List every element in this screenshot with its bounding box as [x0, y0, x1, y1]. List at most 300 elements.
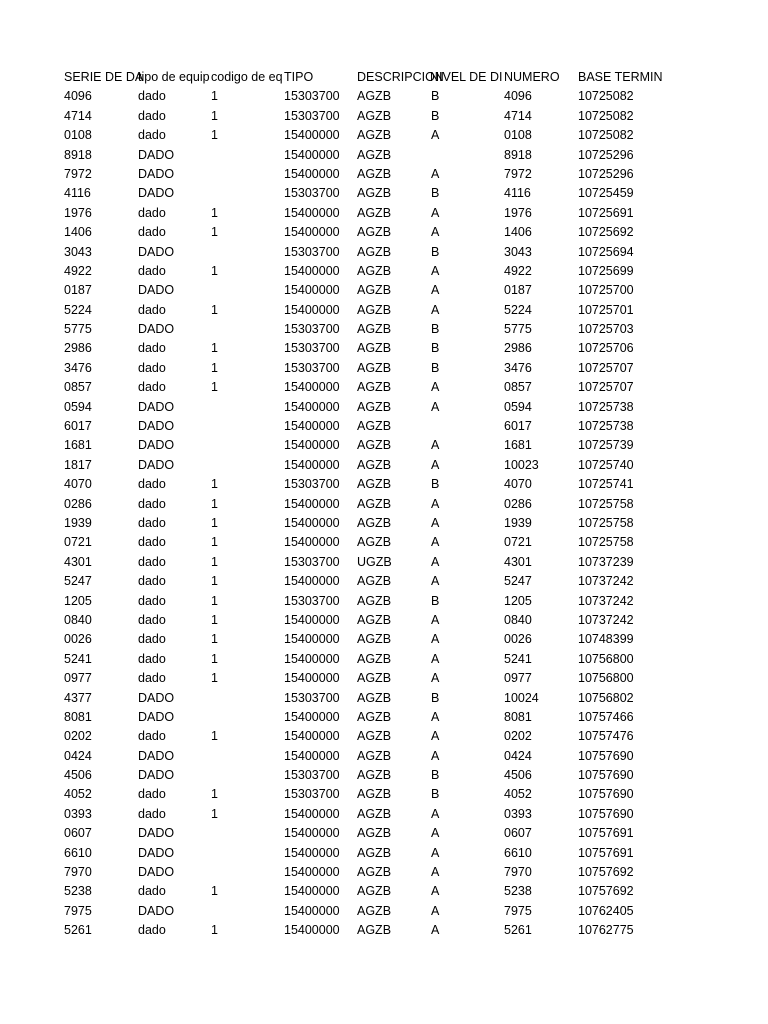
- cell-tipo-equipo: dado: [138, 612, 166, 627]
- cell-numero: 4052: [504, 787, 532, 802]
- cell-nivel: A: [431, 923, 440, 938]
- cell-numero: 0393: [504, 806, 532, 821]
- cell-serie: 1406: [64, 225, 92, 240]
- cell-nivel: A: [431, 554, 440, 569]
- cell-serie: 0202: [64, 729, 92, 744]
- cell-numero: 7970: [504, 865, 532, 880]
- cell-tipo-equipo: DADO: [138, 903, 175, 918]
- cell-codigo-equipo: 1: [211, 884, 218, 899]
- cell-serie: 0840: [64, 612, 92, 627]
- cell-nivel: A: [431, 865, 440, 880]
- column-header-nivel: NIVEL DE DI: [430, 70, 503, 84]
- column-header-serie: SERIE DE DA: [64, 70, 144, 84]
- cell-base-terminal: 10757476: [578, 729, 634, 744]
- cell-base-terminal: 10756800: [578, 651, 634, 666]
- cell-tipo-equipo: dado: [138, 89, 166, 104]
- cell-base-terminal: 10737239: [578, 554, 634, 569]
- cell-numero: 4922: [504, 263, 532, 278]
- cell-tipo-equipo: dado: [138, 535, 166, 550]
- cell-numero: 1939: [504, 515, 532, 530]
- cell-numero: 6610: [504, 845, 532, 860]
- cell-tipo: 15400000: [284, 263, 340, 278]
- cell-nivel: A: [431, 574, 440, 589]
- cell-serie: 1205: [64, 593, 92, 608]
- cell-tipo-equipo: DADO: [138, 748, 175, 763]
- cell-serie: 4096: [64, 89, 92, 104]
- cell-base-terminal: 10725082: [578, 89, 634, 104]
- cell-tipo: 15400000: [284, 399, 340, 414]
- cell-nivel: A: [431, 380, 440, 395]
- table-row: [0, 339, 768, 358]
- cell-serie: 4116: [64, 186, 91, 201]
- cell-base-terminal: 10756800: [578, 671, 634, 686]
- cell-tipo-equipo: DADO: [138, 845, 175, 860]
- cell-serie: 5224: [64, 302, 92, 317]
- cell-base-terminal: 10757466: [578, 709, 634, 724]
- cell-serie: 2986: [64, 341, 92, 356]
- cell-nivel: B: [431, 690, 440, 705]
- cell-codigo-equipo: 1: [211, 108, 218, 123]
- cell-numero: 2986: [504, 341, 532, 356]
- cell-serie: 4052: [64, 787, 92, 802]
- table-row: [0, 669, 768, 688]
- cell-tipo: 15400000: [284, 612, 340, 627]
- cell-tipo-equipo: DADO: [138, 457, 175, 472]
- table-row: [0, 107, 768, 126]
- cell-descripcion: AGZB: [357, 322, 392, 337]
- cell-descripcion: AGZB: [357, 186, 392, 201]
- cell-tipo: 15400000: [284, 147, 340, 162]
- cell-numero: 0202: [504, 729, 532, 744]
- cell-numero: 0977: [504, 671, 532, 686]
- cell-codigo-equipo: 1: [211, 302, 218, 317]
- cell-base-terminal: 10725082: [578, 128, 634, 143]
- cell-serie: 4377: [64, 690, 92, 705]
- cell-base-terminal: 10725692: [578, 225, 634, 240]
- cell-codigo-equipo: 1: [211, 515, 218, 530]
- cell-base-terminal: 10748399: [578, 632, 634, 647]
- cell-tipo: 15400000: [284, 438, 340, 453]
- table-row: [0, 320, 768, 339]
- cell-nivel: A: [431, 709, 440, 724]
- column-header-tipo-equipo: tipo de equip: [138, 70, 210, 84]
- cell-numero: 0187: [504, 283, 532, 298]
- cell-tipo-equipo: dado: [138, 729, 166, 744]
- cell-serie: 4922: [64, 263, 92, 278]
- cell-tipo-equipo: DADO: [138, 322, 175, 337]
- cell-descripcion: AGZB: [357, 380, 392, 395]
- cell-nivel: B: [431, 322, 440, 337]
- cell-tipo: 15400000: [284, 709, 340, 724]
- table-row: [0, 87, 768, 106]
- cell-base-terminal: 10725758: [578, 496, 634, 511]
- table-row: [0, 533, 768, 552]
- cell-tipo-equipo: DADO: [138, 690, 175, 705]
- cell-tipo-equipo: DADO: [138, 438, 175, 453]
- column-header-base-terminal: BASE TERMIN: [578, 70, 663, 84]
- cell-tipo-equipo: DADO: [138, 419, 175, 434]
- cell-tipo-equipo: dado: [138, 923, 166, 938]
- cell-codigo-equipo: 1: [211, 360, 218, 375]
- cell-numero: 5241: [504, 651, 532, 666]
- cell-serie: 4070: [64, 477, 92, 492]
- table-row: [0, 262, 768, 281]
- cell-nivel: A: [431, 515, 440, 530]
- cell-tipo-equipo: dado: [138, 806, 166, 821]
- cell-serie: 6610: [64, 845, 92, 860]
- cell-base-terminal: 10725738: [578, 399, 634, 414]
- table-row: [0, 456, 768, 475]
- cell-base-terminal: 10725701: [578, 302, 634, 317]
- cell-nivel: A: [431, 128, 440, 143]
- cell-tipo-equipo: dado: [138, 341, 166, 356]
- cell-base-terminal: 10737242: [578, 612, 634, 627]
- column-header-tipo: TIPO: [284, 70, 314, 84]
- cell-serie: 7975: [64, 903, 92, 918]
- cell-base-terminal: 10725691: [578, 205, 634, 220]
- cell-nivel: B: [431, 341, 440, 356]
- cell-descripcion: AGZB: [357, 244, 392, 259]
- cell-tipo: 15400000: [284, 845, 340, 860]
- table-row: [0, 398, 768, 417]
- cell-nivel: B: [431, 89, 440, 104]
- cell-descripcion: AGZB: [357, 341, 392, 356]
- cell-tipo: 15400000: [284, 380, 340, 395]
- cell-codigo-equipo: 1: [211, 263, 218, 278]
- cell-codigo-equipo: 1: [211, 89, 218, 104]
- cell-tipo-equipo: dado: [138, 205, 166, 220]
- cell-serie: 1976: [64, 205, 92, 220]
- cell-codigo-equipo: 1: [211, 593, 218, 608]
- cell-numero: 4506: [504, 768, 532, 783]
- cell-tipo: 15400000: [284, 671, 340, 686]
- table-row: [0, 495, 768, 514]
- cell-tipo: 15303700: [284, 690, 340, 705]
- cell-base-terminal: 10725758: [578, 535, 634, 550]
- cell-tipo-equipo: dado: [138, 128, 166, 143]
- cell-base-terminal: 10725694: [578, 244, 634, 259]
- cell-base-terminal: 10725707: [578, 380, 634, 395]
- cell-descripcion: AGZB: [357, 419, 392, 434]
- cell-tipo: 15303700: [284, 341, 340, 356]
- cell-base-terminal: 10757692: [578, 865, 634, 880]
- spreadsheet-table: [0, 68, 768, 941]
- cell-descripcion: AGZB: [357, 147, 392, 162]
- cell-tipo-equipo: dado: [138, 632, 166, 647]
- cell-serie: 0286: [64, 496, 92, 511]
- cell-tipo-equipo: dado: [138, 884, 166, 899]
- table-row: [0, 378, 768, 397]
- cell-nivel: A: [431, 903, 440, 918]
- table-row: [0, 921, 768, 940]
- cell-serie: 1939: [64, 515, 92, 530]
- cell-numero: 4116: [504, 186, 531, 201]
- cell-descripcion: AGZB: [357, 89, 392, 104]
- cell-descripcion: AGZB: [357, 574, 392, 589]
- cell-descripcion: AGZB: [357, 302, 392, 317]
- cell-tipo-equipo: dado: [138, 496, 166, 511]
- cell-base-terminal: 10725739: [578, 438, 634, 453]
- table-row: [0, 785, 768, 804]
- cell-numero: 5261: [504, 923, 532, 938]
- cell-serie: 0721: [64, 535, 92, 550]
- cell-tipo: 15400000: [284, 419, 340, 434]
- cell-nivel: A: [431, 845, 440, 860]
- cell-serie: 1681: [64, 438, 92, 453]
- cell-tipo-equipo: dado: [138, 263, 166, 278]
- cell-serie: 6017: [64, 419, 92, 434]
- cell-descripcion: AGZB: [357, 593, 392, 608]
- cell-descripcion: AGZB: [357, 108, 392, 123]
- cell-descripcion: AGZB: [357, 865, 392, 880]
- cell-descripcion: AGZB: [357, 166, 392, 181]
- cell-base-terminal: 10725699: [578, 263, 634, 278]
- cell-descripcion: AGZB: [357, 729, 392, 744]
- cell-tipo-equipo: dado: [138, 651, 166, 666]
- cell-numero: 10023: [504, 457, 539, 472]
- cell-serie: 7972: [64, 166, 92, 181]
- table-row: [0, 475, 768, 494]
- cell-serie: 5241: [64, 651, 92, 666]
- cell-nivel: B: [431, 244, 440, 259]
- table-row: [0, 301, 768, 320]
- cell-tipo-equipo: dado: [138, 380, 166, 395]
- table-row: [0, 882, 768, 901]
- cell-nivel: B: [431, 108, 440, 123]
- cell-tipo: 15400000: [284, 826, 340, 841]
- cell-base-terminal: 10725459: [578, 186, 634, 201]
- cell-numero: 0857: [504, 380, 532, 395]
- cell-numero: 7972: [504, 166, 532, 181]
- cell-numero: 10024: [504, 690, 539, 705]
- cell-tipo: 15303700: [284, 108, 340, 123]
- cell-nivel: A: [431, 283, 440, 298]
- table-row: [0, 223, 768, 242]
- cell-codigo-equipo: 1: [211, 671, 218, 686]
- table-row: [0, 165, 768, 184]
- cell-descripcion: AGZB: [357, 903, 392, 918]
- cell-descripcion: AGZB: [357, 845, 392, 860]
- cell-base-terminal: 10725296: [578, 166, 634, 181]
- cell-nivel: A: [431, 166, 440, 181]
- table-row: [0, 592, 768, 611]
- cell-nivel: A: [431, 729, 440, 744]
- cell-serie: 5247: [64, 574, 92, 589]
- cell-descripcion: AGZB: [357, 128, 392, 143]
- cell-nivel: A: [431, 671, 440, 686]
- cell-serie: 5775: [64, 322, 92, 337]
- table-row: [0, 553, 768, 572]
- cell-codigo-equipo: 1: [211, 923, 218, 938]
- cell-base-terminal: 10725740: [578, 457, 634, 472]
- cell-serie: 0026: [64, 632, 92, 647]
- cell-tipo-equipo: dado: [138, 302, 166, 317]
- cell-tipo-equipo: dado: [138, 108, 166, 123]
- cell-tipo: 15400000: [284, 903, 340, 918]
- table-row: [0, 417, 768, 436]
- cell-numero: 4096: [504, 89, 532, 104]
- cell-tipo-equipo: DADO: [138, 147, 175, 162]
- cell-descripcion: AGZB: [357, 826, 392, 841]
- cell-numero: 4301: [504, 554, 532, 569]
- column-header-codigo-equipo: codigo de eq: [211, 70, 283, 84]
- cell-nivel: A: [431, 496, 440, 511]
- cell-codigo-equipo: 1: [211, 574, 218, 589]
- table-row: [0, 747, 768, 766]
- cell-tipo-equipo: dado: [138, 477, 166, 492]
- cell-tipo: 15303700: [284, 322, 340, 337]
- cell-tipo: 15400000: [284, 884, 340, 899]
- cell-nivel: B: [431, 593, 440, 608]
- table-row: [0, 844, 768, 863]
- cell-nivel: A: [431, 806, 440, 821]
- cell-numero: 5224: [504, 302, 532, 317]
- cell-serie: 3043: [64, 244, 92, 259]
- cell-tipo: 15400000: [284, 515, 340, 530]
- table-row: [0, 630, 768, 649]
- table-body: [0, 87, 768, 940]
- table-row: [0, 689, 768, 708]
- cell-tipo-equipo: dado: [138, 225, 166, 240]
- cell-base-terminal: 10757690: [578, 787, 634, 802]
- cell-serie: 4301: [64, 554, 92, 569]
- cell-base-terminal: 10757692: [578, 884, 634, 899]
- cell-tipo-equipo: DADO: [138, 283, 175, 298]
- cell-descripcion: AGZB: [357, 477, 392, 492]
- cell-serie: 0594: [64, 399, 92, 414]
- cell-numero: 0840: [504, 612, 532, 627]
- cell-tipo-equipo: dado: [138, 554, 166, 569]
- cell-tipo-equipo: DADO: [138, 399, 175, 414]
- cell-codigo-equipo: 1: [211, 477, 218, 492]
- cell-descripcion: AGZB: [357, 225, 392, 240]
- cell-codigo-equipo: 1: [211, 632, 218, 647]
- cell-tipo: 15400000: [284, 574, 340, 589]
- cell-serie: 5238: [64, 884, 92, 899]
- cell-serie: 5261: [64, 923, 92, 938]
- cell-codigo-equipo: 1: [211, 128, 218, 143]
- cell-numero: 0594: [504, 399, 532, 414]
- cell-tipo: 15303700: [284, 186, 340, 201]
- cell-numero: 1976: [504, 205, 532, 220]
- column-header-descripcion: DESCRIPCION: [357, 70, 444, 84]
- cell-numero: 8081: [504, 709, 532, 724]
- cell-serie: 7970: [64, 865, 92, 880]
- cell-codigo-equipo: 1: [211, 341, 218, 356]
- cell-numero: 0721: [504, 535, 532, 550]
- cell-nivel: A: [431, 438, 440, 453]
- cell-descripcion: AGZB: [357, 748, 392, 763]
- cell-tipo: 15400000: [284, 651, 340, 666]
- table-row: [0, 766, 768, 785]
- cell-nivel: B: [431, 768, 440, 783]
- cell-nivel: A: [431, 457, 440, 472]
- cell-descripcion: AGZB: [357, 496, 392, 511]
- cell-codigo-equipo: 1: [211, 205, 218, 220]
- cell-nivel: A: [431, 651, 440, 666]
- cell-descripcion: AGZB: [357, 399, 392, 414]
- cell-base-terminal: 10737242: [578, 593, 634, 608]
- cell-tipo-equipo: DADO: [138, 709, 175, 724]
- cell-tipo-equipo: DADO: [138, 244, 175, 259]
- cell-tipo: 15303700: [284, 89, 340, 104]
- cell-tipo: 15400000: [284, 457, 340, 472]
- cell-tipo: 15303700: [284, 360, 340, 375]
- cell-nivel: A: [431, 884, 440, 899]
- cell-numero: 3043: [504, 244, 532, 259]
- cell-tipo: 15400000: [284, 496, 340, 511]
- cell-nivel: A: [431, 399, 440, 414]
- cell-base-terminal: 10757690: [578, 748, 634, 763]
- table-row: [0, 146, 768, 165]
- cell-tipo: 15400000: [284, 806, 340, 821]
- cell-tipo-equipo: DADO: [138, 186, 175, 201]
- cell-descripcion: AGZB: [357, 787, 392, 802]
- cell-descripcion: AGZB: [357, 535, 392, 550]
- cell-nivel: A: [431, 612, 440, 627]
- table-row: [0, 359, 768, 378]
- table-row: [0, 281, 768, 300]
- cell-serie: 3476: [64, 360, 92, 375]
- cell-base-terminal: 10725738: [578, 419, 634, 434]
- cell-numero: 6017: [504, 419, 532, 434]
- cell-nivel: A: [431, 302, 440, 317]
- cell-nivel: B: [431, 186, 440, 201]
- cell-base-terminal: 10737242: [578, 574, 634, 589]
- cell-tipo: 15303700: [284, 554, 340, 569]
- header-row: [0, 68, 768, 87]
- cell-numero: 0607: [504, 826, 532, 841]
- cell-codigo-equipo: 1: [211, 651, 218, 666]
- cell-codigo-equipo: 1: [211, 225, 218, 240]
- table-row: [0, 184, 768, 203]
- cell-nivel: A: [431, 535, 440, 550]
- cell-tipo-equipo: dado: [138, 360, 166, 375]
- cell-tipo: 15303700: [284, 477, 340, 492]
- cell-tipo: 15303700: [284, 244, 340, 259]
- cell-base-terminal: 10762775: [578, 923, 634, 938]
- table-row: [0, 611, 768, 630]
- cell-numero: 3476: [504, 360, 532, 375]
- cell-base-terminal: 10757691: [578, 845, 634, 860]
- cell-tipo: 15400000: [284, 865, 340, 880]
- cell-serie: 4714: [64, 108, 92, 123]
- cell-numero: 0286: [504, 496, 532, 511]
- cell-nivel: A: [431, 263, 440, 278]
- table-row: [0, 805, 768, 824]
- cell-tipo: 15400000: [284, 748, 340, 763]
- table-row: [0, 514, 768, 533]
- cell-tipo-equipo: dado: [138, 515, 166, 530]
- cell-numero: 0026: [504, 632, 532, 647]
- cell-tipo-equipo: DADO: [138, 166, 175, 181]
- cell-numero: 1205: [504, 593, 532, 608]
- cell-nivel: A: [431, 826, 440, 841]
- cell-tipo: 15400000: [284, 283, 340, 298]
- cell-base-terminal: 10757690: [578, 806, 634, 821]
- cell-numero: 7975: [504, 903, 532, 918]
- cell-tipo: 15400000: [284, 128, 340, 143]
- cell-tipo: 15400000: [284, 225, 340, 240]
- cell-base-terminal: 10725700: [578, 283, 634, 298]
- cell-nivel: A: [431, 632, 440, 647]
- cell-serie: 0108: [64, 128, 92, 143]
- cell-numero: 5238: [504, 884, 532, 899]
- cell-nivel: B: [431, 360, 440, 375]
- table-row: [0, 902, 768, 921]
- cell-numero: 4714: [504, 108, 532, 123]
- cell-serie: 0977: [64, 671, 92, 686]
